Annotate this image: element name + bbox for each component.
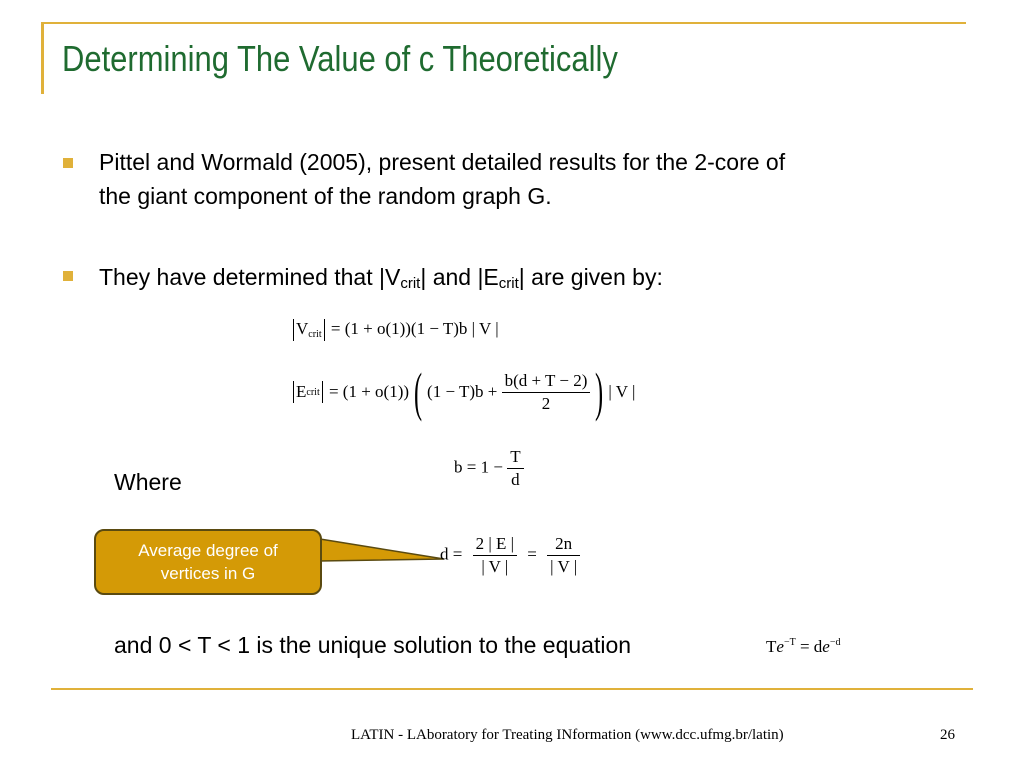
bullet-2-sub-v: crit	[400, 275, 421, 292]
v-crit-rhs: = (1 + o(1))(1 − T)b | V |	[330, 319, 499, 338]
bullet-2-text-mid: | and |E	[420, 264, 499, 290]
footer-text: LATIN - LAboratory for Treating INformation (www.dcc.ufmg.br/latin)	[351, 727, 784, 743]
t-eq-rhs: = d	[799, 637, 823, 656]
e-crit-close-paren: )	[595, 362, 604, 422]
footer-divider-rule	[51, 688, 973, 690]
bullet-2-text-before: They have determined that |V	[99, 264, 401, 290]
equation-t	[766, 637, 840, 657]
equation-e-crit	[291, 362, 635, 422]
callout-line-2: vertices in G	[160, 564, 256, 583]
callout-line-1: Average degree of	[138, 541, 278, 560]
d-def-denominator-2: | V |	[550, 557, 578, 576]
bullet-2-sub-e: crit	[498, 275, 519, 292]
d-def-numerator-2: 2n	[547, 533, 580, 556]
v-crit-symbol: V	[296, 319, 309, 338]
d-def-fraction-1	[473, 533, 517, 578]
equation-v-crit	[291, 319, 499, 341]
e-crit-tail: | V |	[608, 382, 636, 401]
title-accent-vertical-rule	[41, 22, 44, 94]
bullet-1-line-1: Pittel and Wormald (2005), present detailed results for the 2-core of	[99, 149, 786, 175]
bullet-2-text-after: | are given by:	[518, 264, 663, 290]
bullet-2-text	[99, 260, 663, 301]
t-eq-sup1: −T	[783, 637, 796, 648]
equation-d-definition	[440, 533, 580, 578]
b-def-lhs: b = 1 −	[454, 457, 503, 477]
b-def-numerator: T	[507, 446, 523, 469]
bullet-1-line-2: the giant component of the random graph G.	[99, 183, 552, 209]
e-crit-rhs-a: = (1 + o(1))	[328, 382, 410, 401]
b-def-fraction	[507, 446, 523, 491]
callout-average-degree	[94, 529, 322, 595]
v-crit-subscript: crit	[308, 329, 322, 340]
bullet-marker-2	[63, 271, 73, 281]
slide-title: Determining The Value of c Theoretically	[62, 38, 618, 79]
t-eq-sup2: −d	[829, 637, 841, 648]
page-number: 26	[940, 727, 955, 743]
e-crit-fraction	[502, 370, 591, 415]
bullet-1-text	[99, 145, 785, 213]
d-def-numerator-1: 2 | E |	[473, 533, 517, 556]
t-eq-e2: e	[822, 637, 830, 656]
title-accent-top-rule	[41, 22, 966, 24]
final-statement: and 0 < T < 1 is the unique solution to the equation	[114, 632, 632, 658]
t-eq-t: T	[766, 637, 777, 656]
t-eq-e1: e	[776, 637, 784, 656]
e-crit-subscript: crit	[306, 386, 320, 398]
equation-b-definition	[454, 446, 524, 491]
d-def-fraction-2	[547, 533, 580, 578]
e-crit-open-paren: (	[413, 362, 423, 422]
where-label: Where	[114, 469, 182, 495]
callout-pointer	[318, 535, 448, 575]
b-def-denominator: d	[511, 470, 520, 489]
bullet-marker-1	[63, 158, 73, 168]
e-crit-numerator: b(d + T − 2)	[502, 370, 591, 393]
e-crit-inner: (1 − T)b +	[427, 382, 498, 401]
d-def-equals: =	[527, 544, 537, 564]
e-crit-denominator: 2	[541, 393, 551, 413]
d-def-denominator-1: | V |	[481, 557, 509, 576]
d-def-lhs: d =	[440, 544, 463, 564]
e-crit-symbol: E	[296, 382, 307, 401]
